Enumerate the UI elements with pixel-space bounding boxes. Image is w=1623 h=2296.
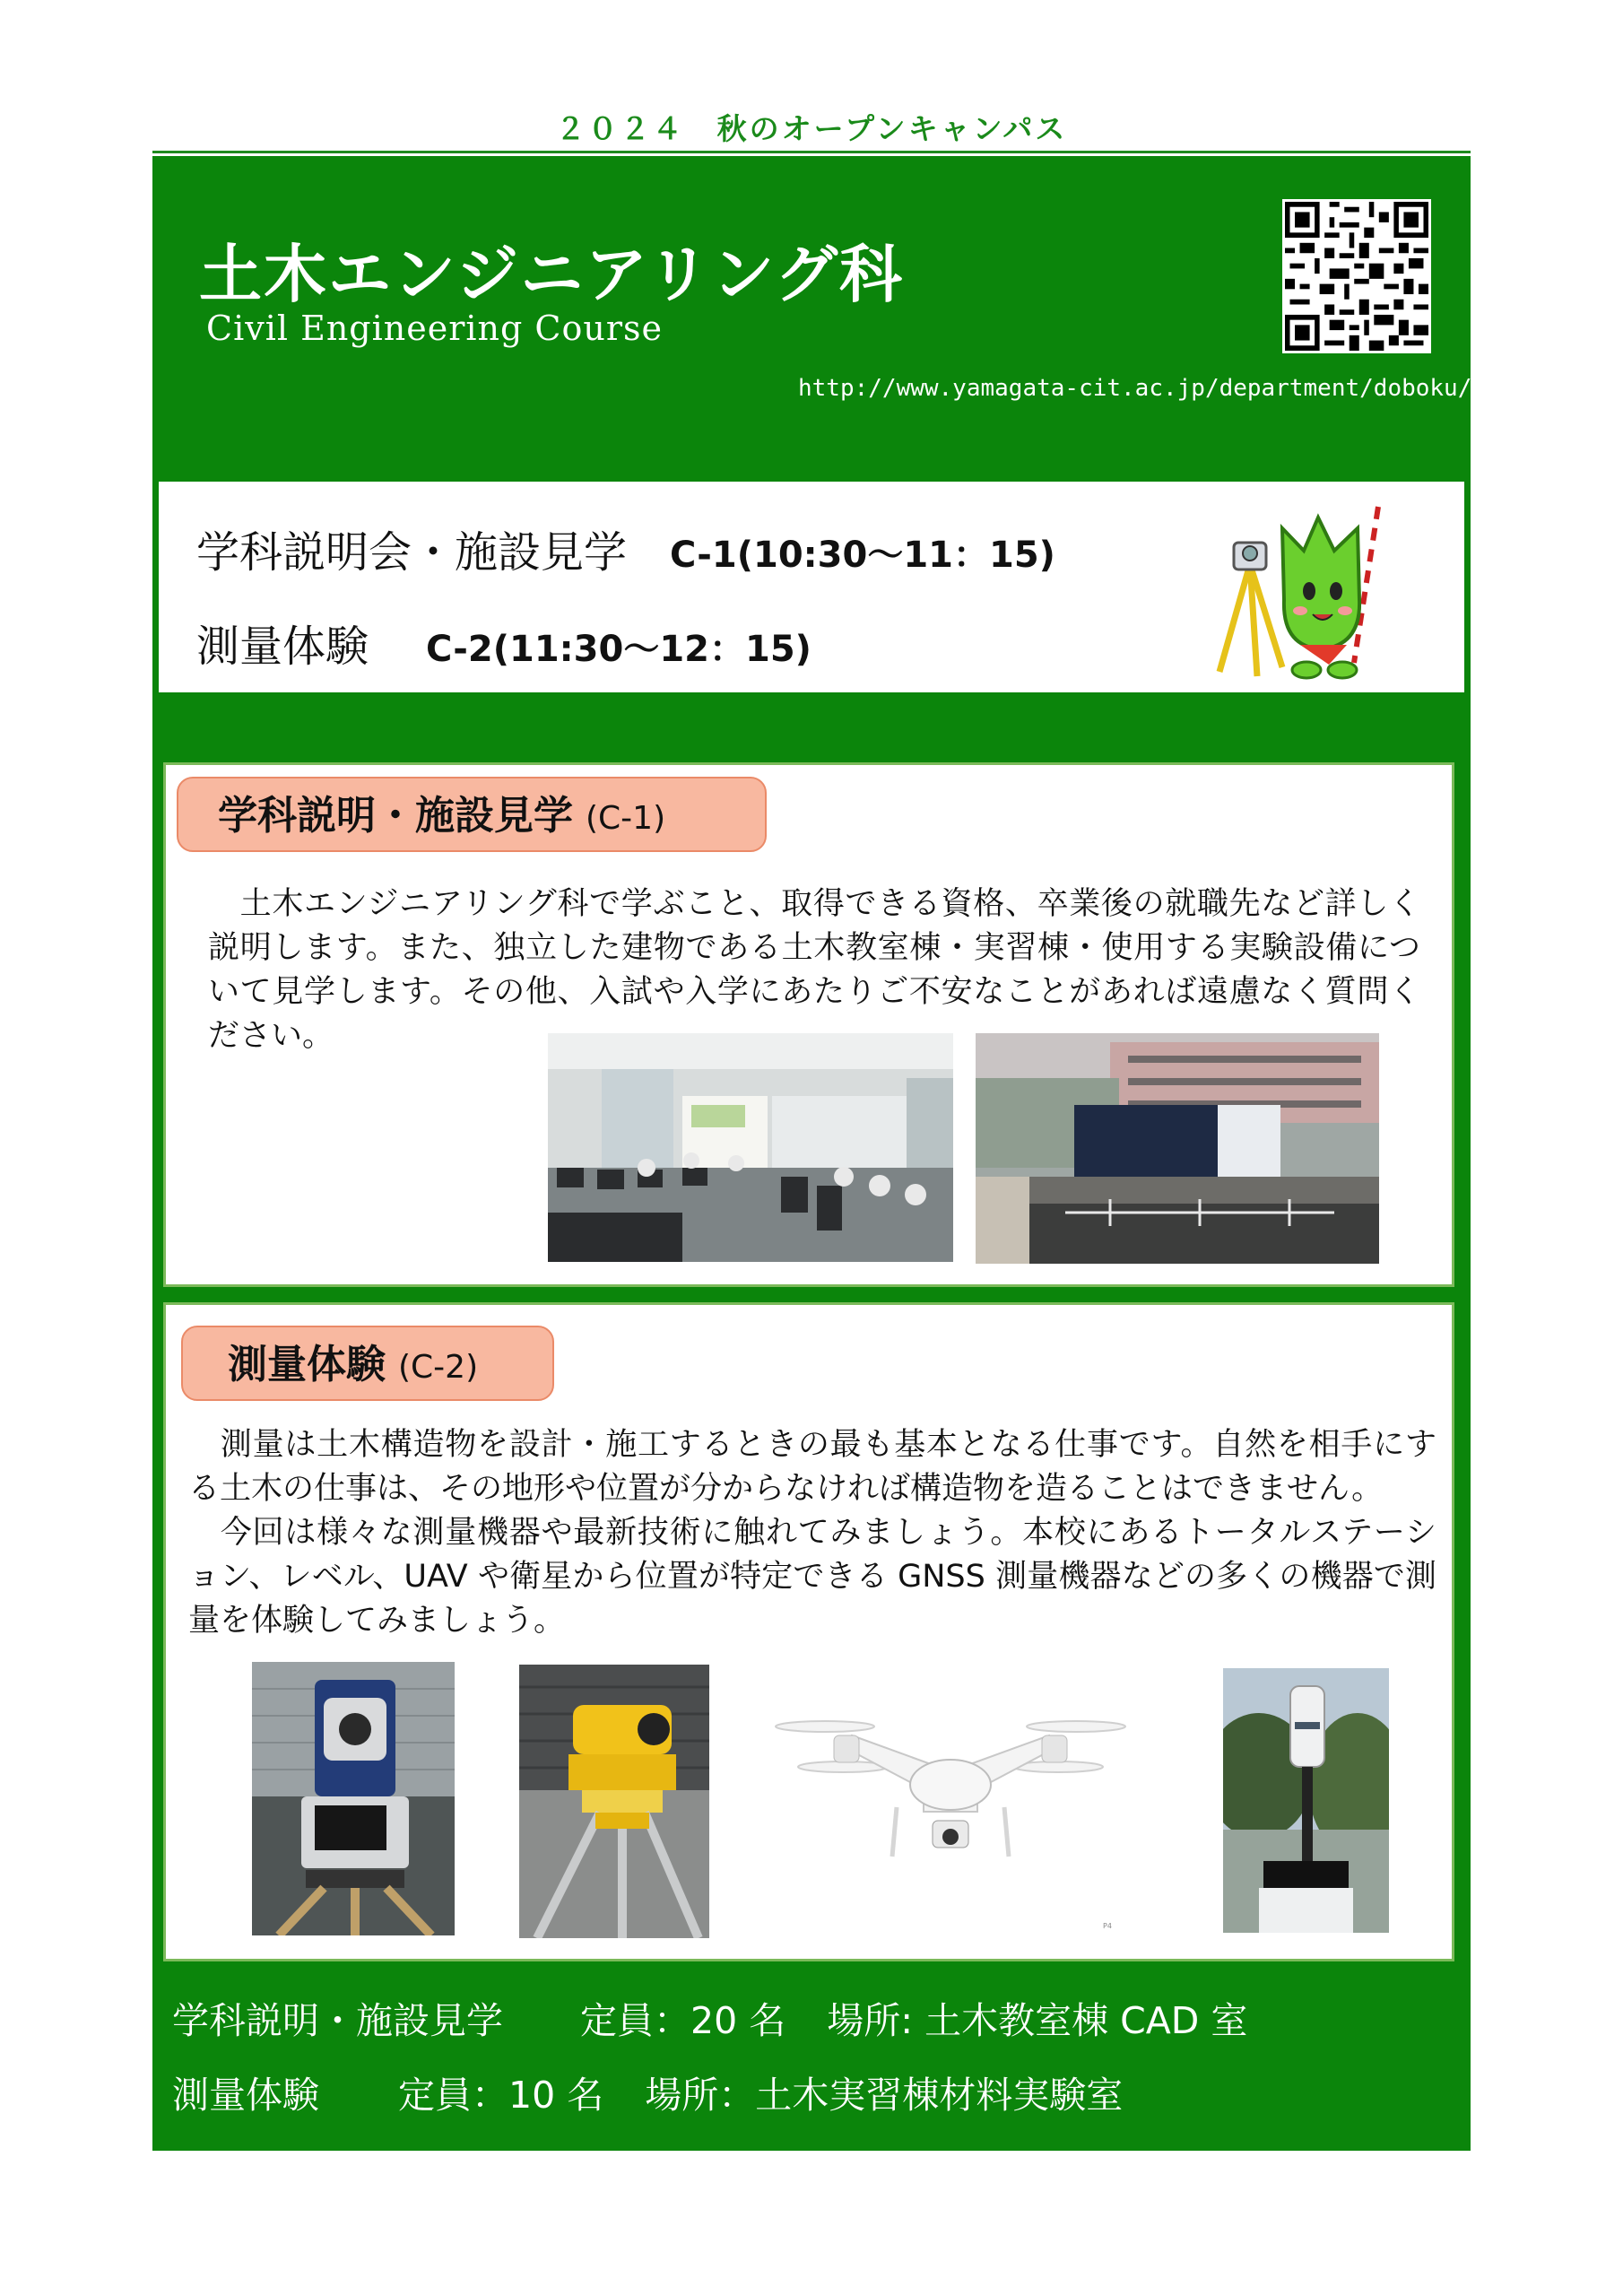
section-c1-heading: [177, 777, 767, 852]
level-instrument-photo-graphic: [519, 1665, 709, 1938]
gnss-receiver-photo: [1223, 1668, 1389, 1933]
section-c2-code: (C-2): [398, 1349, 479, 1386]
footer-c2-name: 測量体験: [172, 2074, 319, 2117]
total-station-photo-graphic: [252, 1662, 455, 1935]
section-c2-description: [188, 1423, 1436, 1643]
svg-text:P4: P4: [1103, 1922, 1112, 1930]
department-title: 土木エンジニアリング科: [199, 238, 905, 311]
footer-c1-capacity: 定員：20 名: [580, 1999, 786, 2042]
department-url[interactable]: http://www.yamagata-cit.ac.jp/department/doboku/: [798, 375, 1472, 402]
top-divider: [152, 151, 1471, 153]
event-title: ２０２４ 秋のオープンキャンパス: [555, 111, 1068, 146]
section-c2-title: 測量体験: [228, 1342, 386, 1387]
classroom-photo: [548, 1033, 953, 1262]
schedule-line-c2: [196, 612, 812, 674]
building-photo: [976, 1033, 1379, 1264]
section-c2-paragraph-2: 今回は様々な測量機器や最新技術に触れてみましょう。本校にあるトータルステーション、レベル、UAV や衛星から位置が特定できる GNSS 測量機器などの多くの機器で測量を体験してみましょう。: [188, 1515, 1436, 1639]
footer-line-c2: [172, 2066, 1123, 2118]
surveyor-mascot-illustration: [1194, 501, 1410, 681]
schedule-c2-label: 測量体験: [196, 622, 369, 672]
schedule-c1-time: C-1(10:30〜11：15): [670, 535, 1055, 576]
uav-drone-photo: [771, 1686, 1130, 1937]
classroom-photo-graphic: [548, 1033, 953, 1262]
section-c2-paragraph-1: 測量は土木構造物を設計・施工するときの最も基本となる仕事です。自然を相手にする土木の仕事は、その地形や位置が分からなければ構造物を造ることはできません。: [188, 1427, 1436, 1507]
department-subtitle: Civil Engineering Course: [206, 309, 664, 348]
footer-c1-place: 場所: 土木教室棟 CAD 室: [827, 1999, 1248, 2042]
section-c2-heading: [181, 1326, 554, 1401]
footer-c2-capacity: 定員：10 名: [398, 2074, 604, 2117]
gnss-receiver-photo-graphic: [1223, 1668, 1389, 1933]
schedule-box: [159, 482, 1464, 692]
schedule-c1-label: 学科説明会・施設見学: [196, 527, 628, 578]
footer-c1-name: 学科説明・施設見学: [172, 1999, 503, 2042]
qr-code-graphic: [1285, 202, 1428, 351]
schedule-line-c1: [196, 517, 1055, 579]
level-instrument-photo: [519, 1665, 709, 1938]
uav-drone-photo-graphic: [771, 1686, 1130, 1937]
section-c1-code: (C-1): [586, 800, 666, 837]
total-station-photo: [252, 1662, 455, 1935]
qr-code[interactable]: [1282, 199, 1431, 353]
footer-c2-place: 場所：土木実習棟材料実験室: [645, 2074, 1124, 2117]
section-c1-title: 学科説明・施設見学: [218, 793, 573, 839]
schedule-c2-time: C-2(11:30〜12：15): [426, 629, 812, 670]
footer-line-c1: [172, 1991, 1247, 2044]
building-photo-graphic: [976, 1033, 1379, 1264]
section-c1-description: 土木エンジニアリング科で学ぶこと、取得できる資格、卒業後の就職先など詳しく説明します。また、独立した建物である土木教室棟・実習棟・使用する実験設備について見学します。その他、入試や入学にあたりご不安なことがあれば遠慮なく質問ください。: [208, 886, 1420, 1054]
